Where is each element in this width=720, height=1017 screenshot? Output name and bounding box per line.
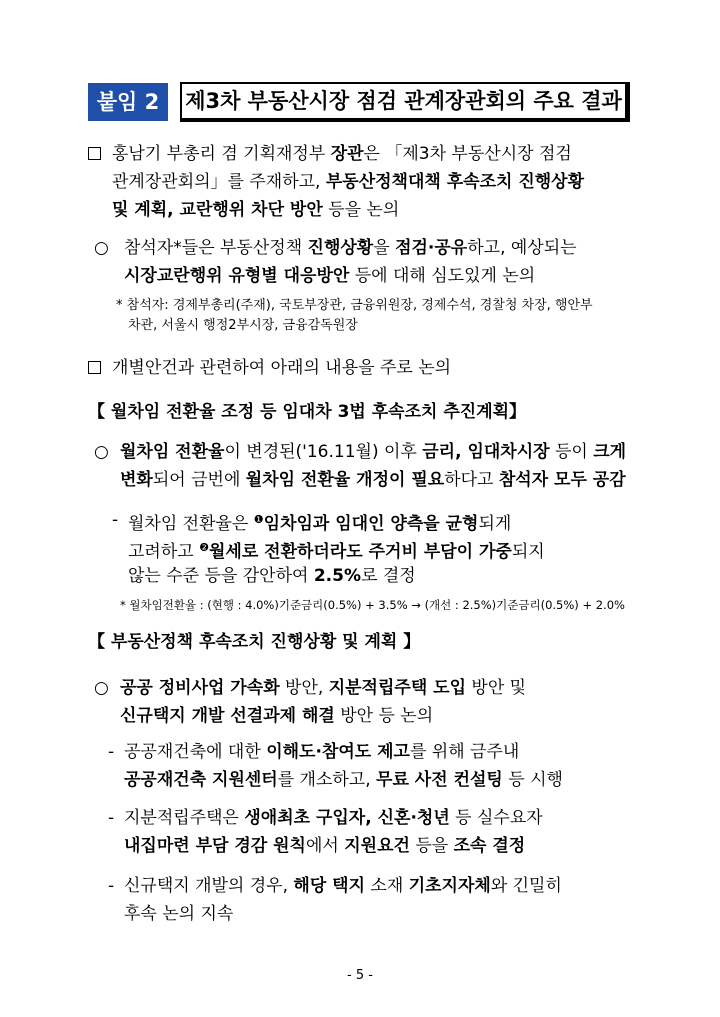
section-heading-policy: 【 부동산정책 후속조치 진행상황 및 계획 】 — [88, 632, 421, 652]
p5-line2: 내집마련 부담 경감 원칙에서 지원요건 등을 조속 결정 — [124, 836, 526, 856]
circle-bullet-icon: ○ — [94, 678, 109, 698]
square-bullet-icon — [88, 356, 101, 380]
circle-bullet-icon: ○ — [94, 238, 109, 258]
p2-note: * 월차임전환율 : (현행 : 4.0%)기준금리(0.5%) + 3.5% → (개선 : 2.5%)기준금리(0.5%) + 2.0% — [120, 598, 625, 612]
dash-bullet: - — [108, 742, 115, 762]
dash-bullet: - — [112, 510, 119, 530]
p6-line1: 신규택지 개발의 경우, 해당 택지 소재 기초지자체와 긴밀히 — [124, 876, 562, 896]
s1-line1: 홍남기 부총리 겸 기획재정부 장관은 「제3차 부동산시장 점검 — [112, 144, 572, 164]
s1-line3: 및 계획, 교란행위 차단 방안 등을 논의 — [112, 200, 400, 220]
s3-line: 개별안건과 관련하여 아래의 내용을 주로 논의 — [112, 358, 452, 378]
p3-line2: 신규택지 개발 선결과제 해결 방안 등 논의 — [120, 706, 434, 726]
s2-line2: 시장교란행위 유형별 대응방안 등에 대해 심도있게 논의 — [124, 266, 536, 286]
s2-line1: 참석자*들은 부동산정책 진행상황을 점검·공유하고, 예상되는 — [124, 238, 577, 258]
p2-line1: 월차임 전환율은 $^❶$임차임과 임대인 양측을 균형되게 — [128, 513, 512, 534]
num-1-icon: ❶ — [253, 513, 264, 526]
p4-line1: 공공재건축에 대한 이해도·참여도 제고를 위해 금주내 — [124, 742, 520, 762]
circle-bullet-icon: ○ — [94, 442, 109, 462]
s2-note1: * 참석자: 경제부총리(주재), 국토부장관, 금융위원장, 경제수석, 경찰청 차장, 행안부 — [116, 298, 593, 313]
dash-bullet: - — [108, 876, 115, 896]
p3-line1: 공공 정비사업 가속화 방안, 지분적립주택 도입 방안 및 — [120, 678, 527, 698]
section-heading-rent: 【 월차임 전환율 조정 등 임대차 3법 후속조치 추진계획】 — [88, 402, 527, 422]
square-bullet-icon — [88, 142, 101, 166]
p4-line2: 공공재건축 지원센터를 개소하고, 무료 사전 컨설팅 등 시행 — [124, 770, 563, 790]
p2-line2: 고려하고 $^❷$월세로 전환하더라도 주거비 부담이 가중되지 — [128, 541, 545, 562]
p5-line1: 지분적립주택은 생애최초 구입자, 신혼·청년 등 실수요자 — [124, 808, 543, 828]
p2-line3: 않는 수준 등을 감안하여 2.5%로 결정 — [128, 566, 416, 586]
page-number: - 5 - — [347, 968, 373, 983]
p1-line1: 월차임 전환율이 변경된('16.11월) 이후 금리, 임대차시장 등이 크게 — [120, 442, 627, 462]
s2-note2: 차관, 서울시 행정2부시장, 금융감독원장 — [128, 318, 358, 333]
dash-bullet: - — [108, 808, 115, 828]
p1-line2: 변화되어 금번에 월차임 전환율 개정이 필요하다고 참석자 모두 공감 — [120, 470, 626, 490]
p6-line2: 후속 논의 지속 — [124, 904, 234, 924]
appendix-badge: 붙임 2 — [88, 83, 168, 121]
page-title: 제3차 부동산시장 점검 관계장관회의 주요 결과 — [180, 82, 630, 122]
s1-line2: 관계장관회의」를 주재하고, 부동산정책대책 후속조치 진행상황 — [112, 172, 585, 192]
num-2-icon: ❷ — [199, 541, 209, 554]
